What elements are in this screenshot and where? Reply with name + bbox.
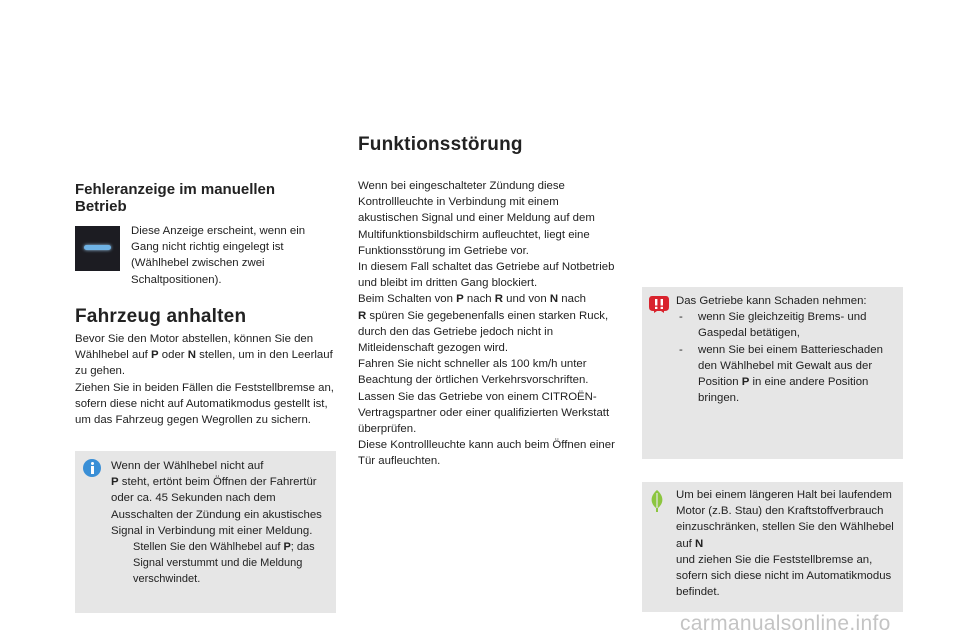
instruction-pre: Stellen Sie den Wählhebel auf: [133, 541, 284, 554]
info-icon: [83, 459, 101, 477]
malfunction-s5: Lassen Sie das Getriebe von einem CITROËN-Vertragspartner oder einer qualifizierten Werkstatt überprüfen.: [358, 390, 610, 436]
warning-dash: -: [679, 343, 683, 356]
eco-bold-n: N: [695, 537, 704, 550]
info-instruction-item: [111, 539, 329, 588]
instruction-bold-p: P: [283, 541, 291, 554]
warning-icon: [648, 294, 670, 314]
leaf-icon: [648, 489, 666, 513]
fault-text: Diese Anzeige erscheint, wenn ein Gang nicht richtig eingelegt ist (Wählhebel zwischen zwei Schaltpositionen).: [131, 225, 306, 286]
info-instruction-list: [111, 539, 329, 588]
watermark: carmanualsonline.info: [680, 612, 891, 635]
fault-heading: Fehleranzeige im manuellen Betrieb: [75, 181, 276, 215]
malfunction-s3-m1: nach: [463, 293, 495, 306]
malfunction-s3-pre: Beim Schalten von: [358, 293, 457, 306]
info-text: [111, 458, 329, 588]
info-box: [75, 451, 336, 613]
eco-pre: Um bei einem längeren Halt bei laufendem Motor (z.B. Stau) den Kraftstoffverbrauch einzuschränken, stellen Sie den Wählhebel auf: [676, 489, 894, 550]
warning-item2-pre: wenn Sie bei einem Batterieschaden den Wählhebel mit Gewalt aus der Position: [698, 343, 883, 389]
warning-dash: -: [679, 311, 683, 324]
eco-post: und ziehen Sie die Feststellbremse an, sofern sich diese nicht im Automatikmodus befindet.: [676, 553, 892, 599]
warning-item2-bold: P: [741, 376, 750, 389]
malfunction-s3-b3: N: [549, 293, 559, 306]
malfunction-s3-m3: nach: [558, 293, 586, 306]
gear-fault-indicator-icon: [75, 226, 120, 271]
malfunction-s3-m2: und von: [503, 293, 550, 306]
stop-text: [75, 331, 337, 428]
eco-box: [642, 482, 903, 612]
stop-heading: Fahrzeug anhalten: [75, 306, 247, 327]
malfunction-heading: Funktionsstörung: [358, 134, 523, 155]
eco-text: [676, 487, 896, 600]
malfunction-s2: In diesem Fall schaltet das Getriebe auf Notbetrieb und bleibt im dritten Gang blockiert.: [358, 261, 615, 290]
info-line1: Wenn der Wählhebel nicht auf: [111, 460, 264, 472]
info-bold-p: P: [111, 476, 119, 489]
malfunction-s6: Diese Kontrollleuchte kann auch beim Öffnen einer Tür aufleuchten.: [358, 439, 615, 468]
warning-intro: Das Getriebe kann Schaden nehmen:: [676, 295, 867, 307]
malfunction-s1: Wenn bei eingeschalteter Zündung diese Kontrollleuchte in Verbindung mit einem akustischen Signal und einer Meldung auf dem Multifunktionsbildschirm aufleuchtet, liegt eine Funktionsstörung im Getriebe vor.: [358, 180, 595, 257]
malfunction-s3-b2: R: [494, 293, 504, 306]
stop-text-end: stellen, um in den Leerlauf zu gehen.: [75, 349, 333, 378]
stop-text-bold-p: P: [151, 349, 159, 362]
stop-text-mid: oder: [158, 349, 188, 362]
stop-text-p2: Ziehen Sie in beiden Fällen die Feststellbremse an, sofern diese nicht auf Automatikmodus gestellt ist, um das Fahrzeug gegen Wegrollen zu sichern.: [75, 381, 334, 427]
malfunction-s3-b1: P: [456, 293, 464, 306]
instruction-post: ; das Signal verstummt und die Meldung verschwindet.: [133, 541, 315, 586]
info-line2: steht, ertönt beim Öffnen der Fahrertür oder ca. 45 Sekunden nach dem Ausschalten der Zündung ein akustisches Signal in Verbindung mit einer Meldung.: [111, 476, 322, 537]
warning-item: [676, 309, 898, 341]
warning-item: [676, 342, 898, 407]
malfunction-s3-b4: R: [358, 309, 367, 322]
warning-item2-post: in eine andere Position bringen.: [698, 376, 869, 405]
stop-text-bold-n: N: [187, 349, 196, 362]
malfunction-s3-post: spüren Sie gegebenenfalls einen starken Ruck, durch den das Getriebe jedoch nicht in Mitleidenschaft gezogen wird.: [358, 309, 609, 355]
warning-item1-text: wenn Sie gleichzeitig Brems- und Gaspedal betätigen,: [698, 311, 867, 340]
stop-text-p1: Bevor Sie den Motor abstellen, können Sie den Wählhebel auf: [75, 333, 314, 362]
malfunction-text: [358, 178, 620, 470]
warning-box: [642, 287, 903, 459]
warning-text: [676, 293, 898, 406]
warning-list: [676, 309, 898, 406]
malfunction-s4: Fahren Sie nicht schneller als 100 km/h unter Beachtung der örtlichen Verkehrsvorschriften.: [358, 358, 589, 387]
